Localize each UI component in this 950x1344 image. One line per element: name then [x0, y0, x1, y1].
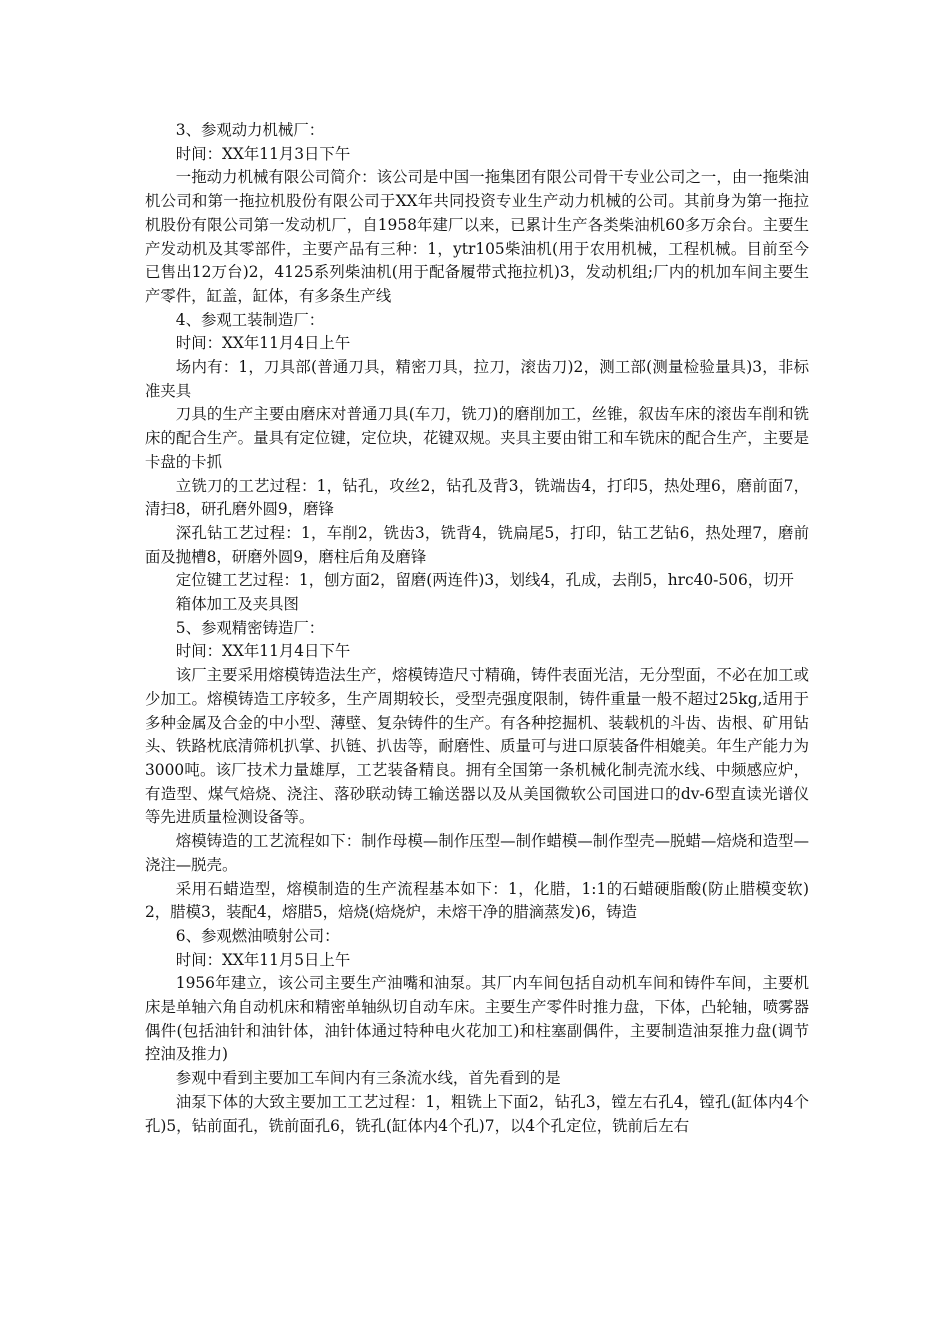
section-heading-fuel-injection-company: 6、参观燃油喷射公司：: [175, 926, 340, 945]
body-paragraph: 场内有：1，刀具部(普通刀具，精密刀具，拉刀，滚齿刀)2，测工部(测量检验量具)3，非标准夹具: [145, 358, 809, 400]
body-paragraph: 1956年建立，该公司主要生产油嘴和油泵。其厂内车间包括自动机车间和铸件车间，主要机床是单轴六角自动机床和精密单轴纵切自动车床。主要生产零件时推力盘，下体，凸轮轴，喷雾器偶件(包括油针和油针体，油针体通过特种电火花加工)和柱塞副偶件，主要制造油泵推力盘(调节控油及推力): [145, 974, 809, 1064]
visit-time: 时间：XX年11月4日下午: [175, 642, 351, 661]
body-paragraph: 采用石蜡造型，熔模制造的生产流程基本如下：1，化腊，1:1的石蜡硬脂酸(防止腊模变软)2，腊模3，装配4，熔腊5，焙烧(焙烧炉，未熔干净的腊滴蒸发)6，铸造: [145, 879, 809, 922]
body-paragraph: 一拖动力机械有限公司简介：该公司是中国一拖集团有限公司骨干专业公司之一，由一拖柴油机公司和第一拖拉机股份有限公司于XX年共同投资专业生产动力机械的公司。其前身为第一拖拉机股份有限公司第一发动机厂，自1958年建厂以来，已累计生产各类柴油机60多万余台。主要生产发动机及其零部件，主要产品有三种：1，ytr105柴油机(用于农用机械，工程机械。目前至今已售出12万台)2，4125系列柴油机(用于配备履带式拖拉机)3，发动机组;厂内的机加车间主要生产零件，缸盖，缸体，有多条生产线: [145, 168, 809, 305]
section-heading-tooling-plant: 4、参观工装制造厂：: [175, 310, 325, 329]
visit-time: 时间：XX年11月5日上午: [175, 950, 351, 969]
visit-time: 时间：XX年11月4日上午: [175, 334, 351, 353]
body-paragraph: 参观中看到主要加工车间内有三条流水线，首先看到的是: [175, 1069, 561, 1088]
section-heading-precision-casting-plant: 5、参观精密铸造厂：: [175, 618, 325, 637]
body-paragraph: 该厂主要采用熔模铸造法生产，熔模铸造尺寸精确，铸件表面光洁，无分型面，不必在加工或少加工。熔模铸造工序较多，生产周期较长，受型壳强度限制，铸件重量一般不超过25kg,适用于多种金属及合金的中小型、薄壁、复杂铸件的生产。有各种挖掘机、装载机的斗齿、齿根、矿用钻头、铁路枕底清筛机扒掌、扒链、扒齿等，耐磨性、质量可与进口原装备件相媲美。年生产能力为3000吨。该厂技术力量雄厚，工艺装备精良。拥有全国第一条机械化制壳流水线、中频感应炉，有造型、煤气焙烧、浇注、落砂联动铸工输送器以及从美国微软公司国进口的dv-6型直读光谱仪等先进质量检测设备等。: [145, 666, 809, 827]
body-paragraph: 立铣刀的工艺过程：1，钻孔，攻丝2，钻孔及背3，铣端齿4，打印5，热处理6，磨前面7，清扫8，研孔磨外圆9，磨锋: [145, 476, 809, 519]
body-paragraph: 箱体加工及夹具图: [175, 595, 299, 614]
body-paragraph: 定位键工艺过程：1，刨方面2，留磨(两连件)3，划线4，孔成，去削5，hrc40-506，切开: [175, 571, 794, 590]
body-paragraph: 熔模铸造的工艺流程如下：制作母模—制作压型—制作蜡模—制作型壳—脱蜡—焙烧和造型—浇注—脱壳。: [145, 832, 809, 874]
body-paragraph: 刀具的生产主要由磨床对普通刀具(车刀，铣刀)的磨削加工，丝锥，叙齿车床的滚齿车削和铣床的配合生产。量具有定位键，定位块，花键双规。夹具主要由钳工和车铣床的配合生产，主要是卡盘的卡抓: [145, 405, 809, 471]
document-body: [145, 119, 809, 1138]
body-paragraph: 深孔钻工艺过程：1，车削2，铣齿3，铣背4，铣扁尾5，打印，钻工艺钻6，热处理7，磨前面及抛槽8，研磨外圆9，磨柱后角及磨锋: [145, 523, 809, 566]
visit-time: 时间：XX年11月3日下午: [175, 144, 351, 163]
section-heading-power-machinery-plant: 3、参观动力机械厂：: [175, 121, 325, 139]
body-paragraph: 油泵下体的大致主要加工工艺过程：1，粗铣上下面2，钻孔3，镗左右孔4，镗孔(缸体内4个孔)5，钻前面孔，铣前面孔6，铣孔(缸体内4个孔)7，以4个孔定位，铣前后左右: [145, 1092, 809, 1135]
